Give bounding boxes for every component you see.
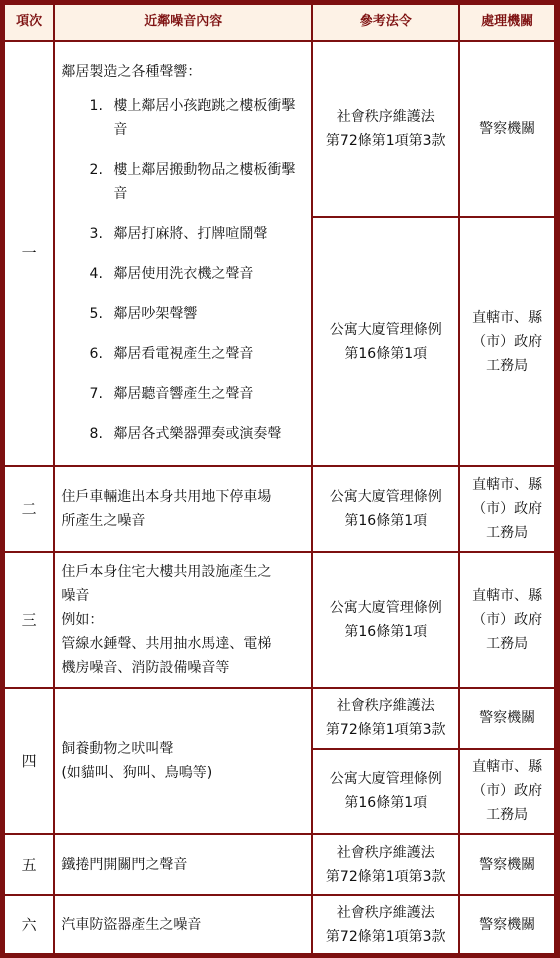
law-article: 第16條第1項 [344,795,428,812]
agency-line: 直轄市、縣 [472,309,543,326]
law-name: 公寓大廈管理條例 [329,488,442,505]
law-name: 社會秩序維護法 [336,844,435,861]
row-index: 四 [5,689,53,833]
agency-line: 工務局 [486,635,529,652]
item-intro: 鄰居製造之各種聲響： [61,64,202,81]
law-cell [313,553,458,687]
law-cell [313,835,458,894]
item-line: 鐵捲門開關門之聲音 [61,856,188,873]
agency-line: 工務局 [486,524,529,541]
law-name: 公寓大廈管理條例 [329,321,442,338]
item-line: 飼養動物之吠叫聲 [61,740,174,757]
law-article: 第16條第1項 [344,345,428,362]
agency-line: （市）政府 [472,333,543,350]
agency-line: 直轄市、縣 [472,587,543,604]
table-row [5,467,554,550]
subitem-list [61,94,305,446]
list-item: 1. 樓上鄰居小孩跑跳之樓板衝擊音 [107,94,305,142]
agency-line: （市）政府 [472,783,543,800]
law-article: 第72條第1項第3款 [325,722,446,739]
agency-line: 直轄市、縣 [472,759,543,776]
row-item [55,835,311,894]
row-item [55,896,311,953]
agency-cell [460,553,554,687]
law-name: 公寓大廈管理條例 [329,771,442,788]
law-cell [313,467,458,550]
law-name: 社會秩序維護法 [336,904,435,921]
list-item: 6. 鄰居看電視產生之聲音 [107,342,305,366]
law-cell [313,750,458,833]
item-line: (如貓叫、狗叫、鳥鳴等) [61,764,213,781]
row-item [55,553,311,687]
item-line: 例如： [61,611,104,628]
law-article: 第16條第1項 [344,512,428,529]
list-item: 3. 鄰居打麻將、打牌喧鬧聲 [107,222,305,246]
agency-line: （市）政府 [472,611,543,628]
table-row [5,835,554,894]
agency-cell: 警察機關 [460,896,554,953]
list-item: 2. 樓上鄰居搬動物品之樓板衝擊音 [107,158,305,206]
list-item: 8. 鄰居各式樂器彈奏或演奏聲 [107,422,305,446]
row-index: 五 [5,835,53,894]
item-line: 所產生之噪音 [61,512,146,529]
list-item: 4. 鄰居使用洗衣機之聲音 [107,262,305,286]
agency-cell: 警察機關 [460,689,554,748]
row-index: 三 [5,553,53,687]
item-line: 住戶本身住宅大樓共用設施產生之 [61,563,272,580]
agency-cell [460,467,554,550]
row-index: 二 [5,467,53,550]
header-item: 近鄰噪音內容 [55,5,311,40]
law-cell [313,896,458,953]
law-article: 第72條第1項第3款 [325,928,446,945]
law-cell [313,218,458,465]
table-row [5,42,554,217]
law-article: 第72條第1項第3款 [325,132,446,149]
table-row [5,689,554,748]
header-index: 項次 [5,5,53,40]
header-law: 參考法令 [313,5,458,40]
agency-cell: 警察機關 [460,835,554,894]
table-row [5,896,554,953]
item-line: 機房噪音、消防設備噪音等 [61,659,230,676]
item-line: 住戶車輛進出本身共用地下停車場 [61,488,272,505]
law-name: 社會秩序維護法 [336,108,435,125]
law-name: 公寓大廈管理條例 [329,599,442,616]
agency-line: 直轄市、縣 [472,476,543,493]
item-line: 汽車防盜器產生之噪音 [61,916,202,933]
agency-line: （市）政府 [472,500,543,517]
table-row [5,553,554,687]
law-cell [313,689,458,748]
list-item: 5. 鄰居吵架聲響 [107,302,305,326]
noise-regulation-table [3,3,556,955]
law-name: 社會秩序維護法 [336,698,435,715]
list-item: 7. 鄰居聽音響產生之聲音 [107,382,305,406]
row-item [55,689,311,833]
agency-cell [460,750,554,833]
row-item [55,42,311,466]
header-agency: 處理機關 [460,5,554,40]
row-index: 一 [5,42,53,466]
item-line: 管線水錘聲、共用抽水馬達、電梯 [61,635,272,652]
agency-cell: 警察機關 [460,42,554,217]
row-item [55,467,311,550]
agency-line: 工務局 [486,357,529,374]
agency-line: 工務局 [486,807,529,824]
law-cell [313,42,458,217]
agency-cell [460,218,554,465]
row-index: 六 [5,896,53,953]
law-article: 第16條第1項 [344,623,428,640]
header-row [5,5,554,40]
item-line: 噪音 [61,587,90,604]
law-article: 第72條第1項第3款 [325,868,446,885]
